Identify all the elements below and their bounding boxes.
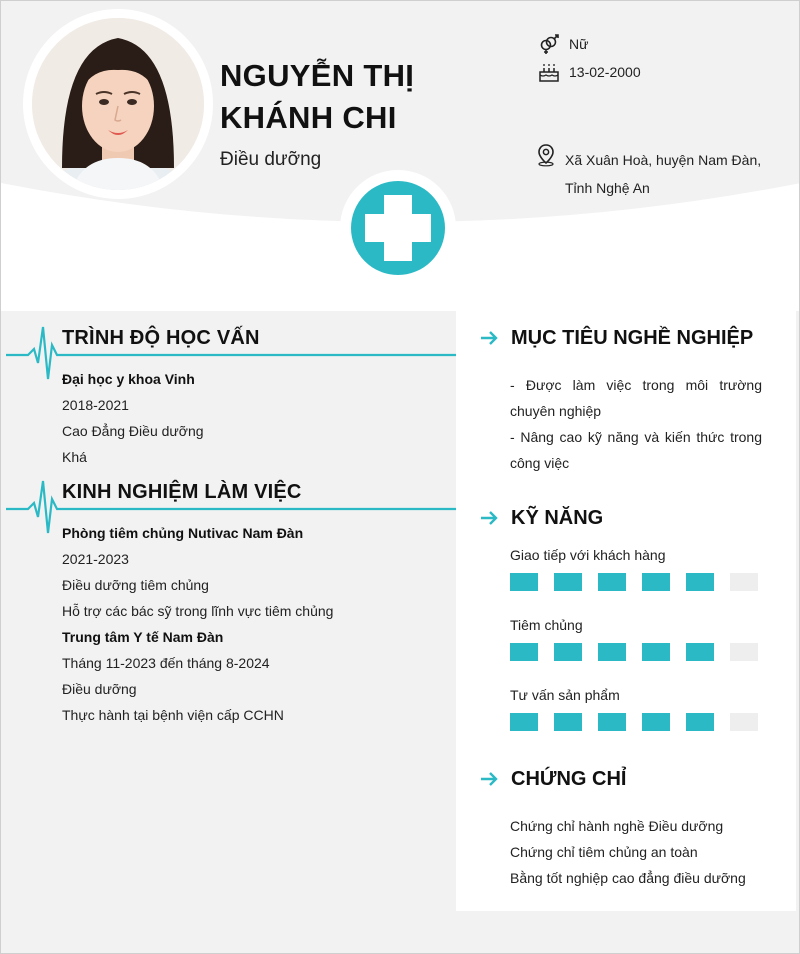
skill-name: Tư vấn sản phẩm xyxy=(510,687,620,703)
skill-segment-filled xyxy=(510,643,538,661)
job-company: Phòng tiêm chủng Nutivac Nam Đàn xyxy=(62,525,304,541)
certificates-title: CHỨNG CHỈ xyxy=(511,768,627,790)
avatar xyxy=(32,18,204,190)
skill-segment-filled xyxy=(642,713,670,731)
arrow-right-icon xyxy=(479,771,499,787)
skill-segment-filled xyxy=(642,643,670,661)
skill-segment-filled xyxy=(686,713,714,731)
certificate-item: Chứng chỉ hành nghề Điều dưỡng xyxy=(510,818,724,834)
skill-segment-filled xyxy=(598,713,626,731)
education-degree: Cao Đẳng Điều dưỡng xyxy=(62,423,204,439)
skill-segment-filled xyxy=(554,643,582,661)
education-school: Đại học y khoa Vinh xyxy=(62,371,195,387)
address xyxy=(565,146,761,202)
skill-segment-empty xyxy=(730,643,758,661)
objective-item: - Được làm việc trong môi trường chuyên nghiệp xyxy=(510,377,762,419)
skill-segment-filled xyxy=(598,573,626,591)
dob-row xyxy=(538,61,641,83)
skill-level-bar xyxy=(510,573,774,591)
medical-plus-icon xyxy=(339,169,457,287)
job-detail: Thực hành tại bệnh viện cấp CCHN xyxy=(62,707,284,723)
gender-value: Nữ xyxy=(569,36,589,52)
job-detail: Hỗ trợ các bác sỹ trong lĩnh vực tiêm chủng xyxy=(62,603,334,619)
arrow-right-icon xyxy=(479,330,499,346)
gender-icon xyxy=(538,33,560,55)
skill-segment-filled xyxy=(510,573,538,591)
location-pin-icon xyxy=(536,143,556,167)
job-position: Điều dưỡng tiêm chủng xyxy=(62,577,209,593)
skill-level-bar xyxy=(510,713,774,731)
name-line-2: KHÁNH CHI xyxy=(220,100,397,135)
address-line-1: Xã Xuân Hoà, huyện Nam Đàn, xyxy=(565,152,762,168)
job-role: Điều dưỡng xyxy=(220,149,322,170)
skill-segment-empty xyxy=(730,713,758,731)
job-period: Tháng 11-2023 đến tháng 8-2024 xyxy=(62,655,270,671)
name-line-1: NGUYỄN THỊ xyxy=(220,58,415,93)
skill-segment-filled xyxy=(554,573,582,591)
education-details xyxy=(62,366,204,470)
education-title: TRÌNH ĐỘ HỌC VẤN xyxy=(62,327,260,349)
certificate-item: Chứng chỉ tiêm chủng an toàn xyxy=(510,844,698,860)
skill-name: Giao tiếp với khách hàng xyxy=(510,547,666,563)
skills-title: KỸ NĂNG xyxy=(511,507,604,529)
education-grade: Khá xyxy=(62,449,87,465)
skill-segment-filled xyxy=(554,713,582,731)
skill-segment-filled xyxy=(686,643,714,661)
objective-item: - Nâng cao kỹ năng và kiến thức trong công việc xyxy=(510,429,762,471)
skill-level-bar xyxy=(510,643,774,661)
address-line-2: Tỉnh Nghệ An xyxy=(565,180,650,196)
skill-segment-filled xyxy=(642,573,670,591)
job-company: Trung tâm Y tế Nam Đàn xyxy=(62,629,224,645)
arrow-right-icon xyxy=(479,510,499,526)
education-years: 2018-2021 xyxy=(62,397,129,413)
skill-name: Tiêm chủng xyxy=(510,617,583,633)
experience-details xyxy=(62,520,333,728)
job-position: Điều dưỡng xyxy=(62,681,137,697)
experience-title: KINH NGHIỆM LÀM VIỆC xyxy=(62,481,302,503)
skill-segment-filled xyxy=(598,643,626,661)
objective-title: MỤC TIÊU NGHỀ NGHIỆP xyxy=(511,327,754,349)
certificate-item: Bằng tốt nghiệp cao đẳng điều dưỡng xyxy=(510,870,746,886)
skill-segment-filled xyxy=(510,713,538,731)
job-period: 2021-2023 xyxy=(62,551,129,567)
certificates-list xyxy=(510,813,746,891)
skill-segment-empty xyxy=(730,573,758,591)
full-name xyxy=(220,55,414,139)
dob-value: 13-02-2000 xyxy=(569,64,641,80)
skill-segment-filled xyxy=(686,573,714,591)
birthday-cake-icon xyxy=(538,61,560,83)
gender-row xyxy=(538,33,588,55)
